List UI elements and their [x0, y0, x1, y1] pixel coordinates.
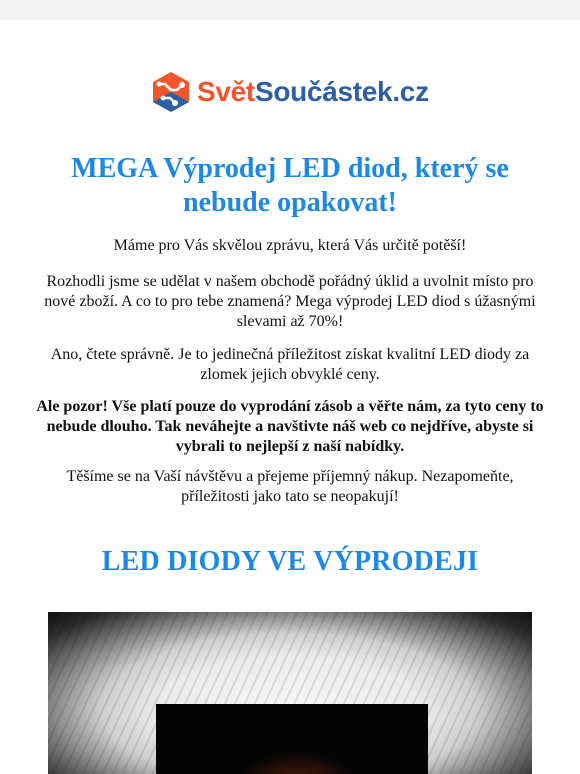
section-title: LED DIODY VE VÝPRODEJI [101, 546, 479, 577]
top-bar [0, 0, 580, 20]
warning-paragraph: Ale pozor! Vše platí pouze do vyprodání zásob a věřte nám, za tyto ceny to nebude dlouho. Tak neváhejte a navštivte náš web co nejdříve, abyste si vybrali to nejlepší z naší nabídky. [36, 398, 544, 455]
brand-logo[interactable] [151, 71, 429, 113]
intro-paragraph: Máme pro Vás skvělou zprávu, která Vás určitě potěší! [113, 237, 467, 254]
opportunity-paragraph: Ano, čtete správně. Je to jedinečná příležitost získat kvalitní LED diody za zlomek jejich obvyklé ceny. [50, 346, 530, 383]
headline: MEGA Výprodej LED diod, který se nebude opakovat! [71, 153, 509, 218]
hero-image[interactable] [48, 612, 532, 774]
circuit-icon [151, 71, 191, 113]
brand-name: SvětSoučástek.cz [197, 76, 429, 107]
led-glow [238, 752, 358, 774]
sale-paragraph: Rozhodli jsme se udělat v našem obchodě pořádný úklid a uvolnit místo pro nové zboží. A co to pro tebe znamená? Mega výprodej LED diod s úžasnými slevami až 70%! [44, 273, 536, 330]
closing-paragraph: Těšíme se na Vaší návštěvu a přejeme příjemný nákup. Nezapomeňte, příležitosti jako tato se neopakují! [66, 468, 514, 505]
